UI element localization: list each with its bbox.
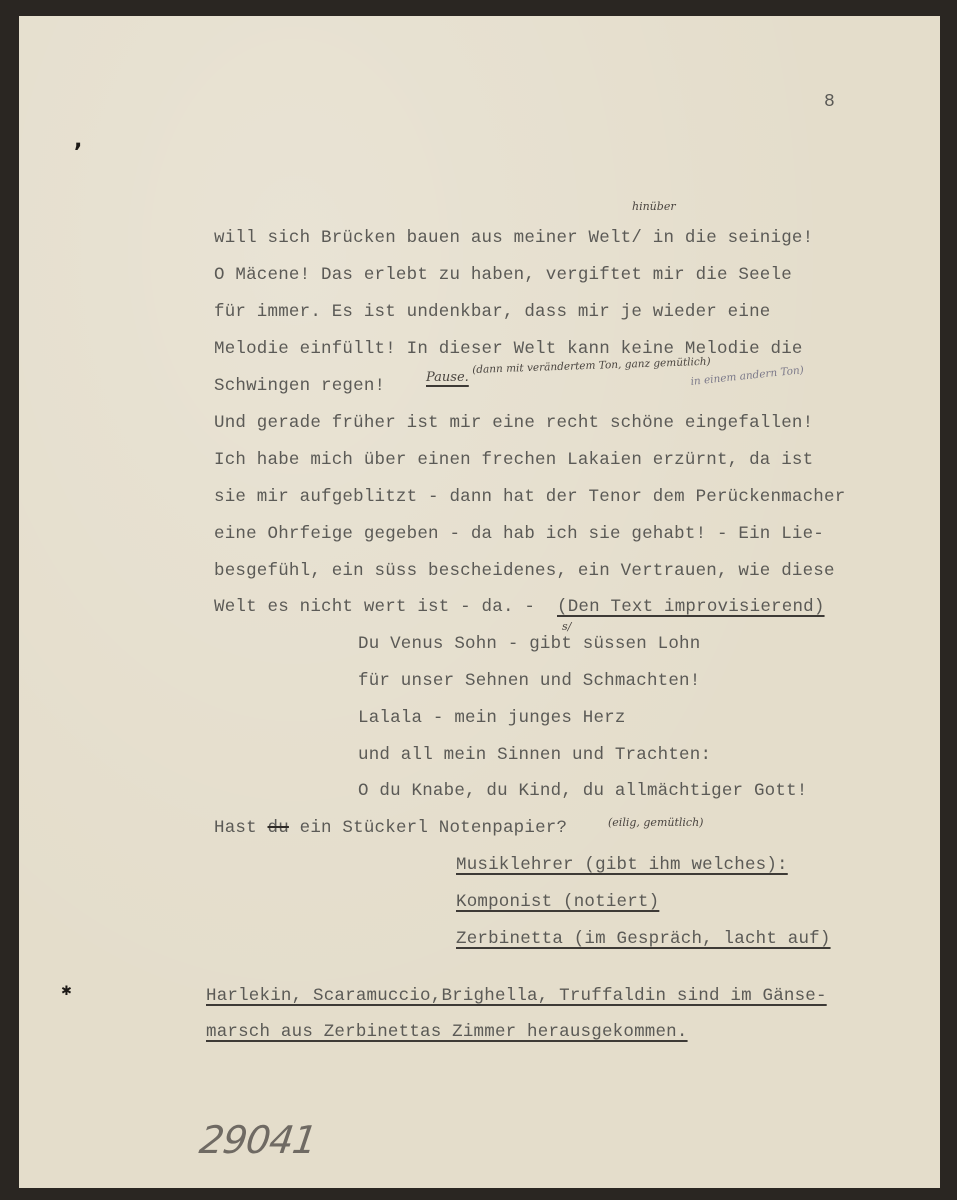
text-line-11: Welt es nicht wert ist - da. -	[214, 597, 536, 617]
text-line-2: O Mäcene! Das erlebt zu haben, vergiftet mir die Seele	[214, 265, 792, 285]
question-struck-word: du	[267, 818, 289, 838]
comma-mark: ,	[74, 128, 83, 153]
archive-number: 29041	[196, 1118, 319, 1162]
text-line-10: besgefühl, ein süss bescheidenes, ein Vertrauen, wie diese	[214, 561, 835, 581]
song-line-1: Du Venus Sohn - gibt süssen Lohn	[358, 634, 701, 654]
question-line	[214, 818, 567, 838]
closing-line-2: marsch aus Zerbinettas Zimmer herausgekommen.	[206, 1022, 688, 1042]
text-line-4: Melodie einfüllt! In dieser Welt kann keine Melodie die	[214, 339, 803, 359]
text-line-6: Und gerade früher ist mir eine recht schöne eingefallen!	[214, 413, 814, 433]
stage-direction-improvisierend: (Den Text improvisierend)	[557, 597, 825, 617]
annotation-eilig: (eilig, gemütlich)	[608, 816, 704, 829]
text-line-8: sie mir aufgeblitzt - dann hat der Tenor dem Perückenmacher	[214, 487, 846, 507]
text-line-1: will sich Brücken bauen aus meiner Welt/ in die seinige!	[214, 228, 814, 248]
star-mark: ✱	[61, 984, 72, 999]
text-line-7: Ich habe mich über einen frechen Lakaien erzürnt, da ist	[214, 450, 814, 470]
question-after: ein Stückerl Notenpapier?	[299, 818, 568, 838]
text-line-5: Schwingen regen!	[214, 376, 386, 396]
role-zerbinetta: Zerbinetta (im Gespräch, lacht auf)	[456, 929, 831, 949]
text-line-9: eine Ohrfeige gegeben - da hab ich sie gehabt! - Ein Lie-	[214, 524, 824, 544]
song-line-4: und all mein Sinnen und Trachten:	[358, 745, 712, 765]
song-line-2: für unser Sehnen und Schmachten!	[358, 671, 701, 691]
annotation-pause-note: (dann mit verändertem Ton, ganz gemütlich)	[472, 355, 711, 376]
role-musiklehrer: Musiklehrer (gibt ihm welches):	[456, 855, 788, 875]
annotation-hinueber: hinüber	[632, 200, 676, 213]
song-line-3: Lalala - mein junges Herz	[358, 708, 626, 728]
role-komponist: Komponist (notiert)	[456, 892, 660, 912]
text-line-3: für immer. Es ist undenkbar, dass mir je wieder eine	[214, 302, 771, 322]
question-before: Hast	[214, 818, 257, 838]
page-number: 8	[824, 92, 836, 112]
annotation-pause-note-alt: in einem andern Ton)	[690, 364, 805, 388]
song-line-5: O du Knabe, du Kind, du allmächtiger Gott!	[358, 781, 808, 801]
song-correction-mark: s/	[562, 620, 572, 633]
annotation-pause: Pause.	[426, 370, 469, 385]
closing-line-1: Harlekin, Scaramuccio,Brighella, Truffaldin sind im Gänse-	[206, 986, 827, 1006]
